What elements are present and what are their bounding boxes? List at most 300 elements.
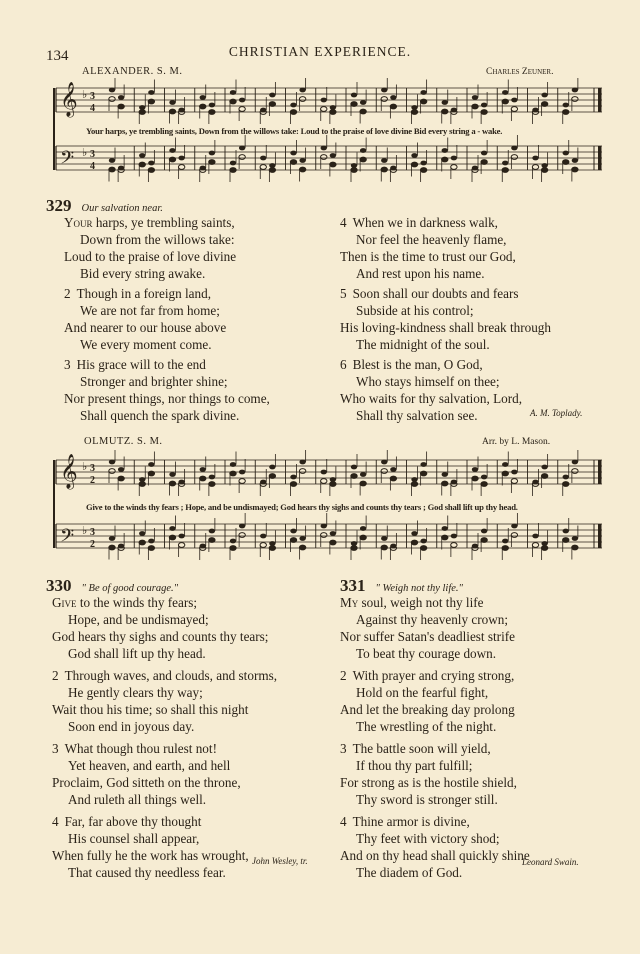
- note-head: [420, 168, 426, 173]
- note-head: [230, 99, 236, 104]
- note-head: [381, 88, 387, 93]
- note-head: [169, 526, 175, 531]
- note-head: [118, 467, 124, 472]
- note-head: [511, 107, 517, 112]
- note-head: [563, 475, 569, 480]
- note-head: [169, 472, 175, 477]
- final-barline: [598, 88, 602, 112]
- time-signature-top: 3: [90, 527, 95, 538]
- verse-line: [340, 667, 530, 684]
- verse-line: [52, 667, 277, 684]
- stanza: [52, 813, 277, 881]
- note-head: [178, 156, 184, 161]
- note-head: [178, 534, 184, 539]
- note-head: [299, 460, 305, 465]
- verse-line: We are not far from home;: [80, 303, 220, 318]
- note-head: [260, 156, 266, 161]
- verse-line: [64, 285, 270, 302]
- note-head: [502, 539, 508, 544]
- flat-sign-icon: ♭: [82, 146, 88, 159]
- verse-line: Bid every string awake.: [80, 266, 206, 281]
- note-head: [321, 533, 327, 538]
- tune-name-1: ALEXANDER. S. M.: [82, 66, 183, 77]
- note-head: [230, 161, 236, 166]
- note-head: [420, 546, 426, 551]
- note-head: [321, 98, 327, 103]
- note-head: [351, 546, 357, 551]
- verse-line: God shall lift up thy head.: [68, 646, 206, 661]
- note-head: [502, 471, 508, 476]
- verse-line: The midnight of the soul.: [356, 337, 490, 352]
- note-head: [502, 462, 508, 467]
- verse-line: Loud to the praise of love divine: [64, 249, 237, 264]
- note-head: [148, 168, 154, 173]
- note-head: [442, 157, 448, 162]
- note-head: [169, 157, 175, 162]
- note-head: [360, 100, 366, 105]
- verse-line: Shall quench the spark divine.: [80, 408, 240, 423]
- note-head: [541, 474, 547, 479]
- stanza-number: 4: [340, 814, 347, 829]
- tune-composer-1: Charles Zeuner.: [486, 67, 554, 77]
- note-head: [351, 102, 357, 107]
- time-signature-bottom: 2: [90, 539, 95, 550]
- note-head: [269, 93, 275, 98]
- time-signature-top: 3: [90, 149, 95, 160]
- note-head: [321, 146, 327, 151]
- verse-line: [340, 356, 551, 373]
- stanza: [340, 214, 551, 282]
- verse-line: Stronger and brighter shine;: [80, 374, 228, 389]
- note-head: [169, 148, 175, 153]
- verse-line: [52, 813, 277, 830]
- note-head: [148, 161, 154, 166]
- stanza: [340, 740, 530, 808]
- note-head: [451, 543, 457, 548]
- stanza: [52, 667, 277, 735]
- verse-line: That caused thy needless fear.: [68, 865, 226, 880]
- note-head: [541, 465, 547, 470]
- verse-text: Through waves, and clouds, and storms,: [64, 668, 278, 683]
- stanza-number: 3: [52, 741, 59, 756]
- note-head: [209, 529, 215, 534]
- note-head: [532, 534, 538, 539]
- stanza: [52, 740, 277, 808]
- verse-line: [340, 594, 530, 611]
- note-head: [572, 97, 578, 102]
- note-head: [260, 165, 266, 170]
- note-head: [451, 165, 457, 170]
- verse-line: To beat thy courage down.: [356, 646, 497, 661]
- note-head: [451, 156, 457, 161]
- note-head: [381, 469, 387, 474]
- verse-line: His loving-kindness shall break through: [340, 320, 551, 335]
- note-head: [442, 526, 448, 531]
- verse-line: And ruleth all things well.: [68, 792, 207, 807]
- note-head: [200, 104, 206, 109]
- verse-text: With prayer and crying strong,: [352, 668, 515, 683]
- note-head: [299, 469, 305, 474]
- note-head: [230, 168, 236, 173]
- verse-line: [340, 285, 551, 302]
- verse-line: [64, 214, 270, 231]
- verse-line: Then is the time to trust our God,: [340, 249, 516, 264]
- note-head: [442, 535, 448, 540]
- note-head: [148, 471, 154, 476]
- treble-clef-icon: 𝄞: [60, 82, 78, 117]
- note-head: [442, 148, 448, 153]
- note-head: [381, 158, 387, 163]
- note-head: [139, 110, 145, 115]
- note-head: [209, 482, 215, 487]
- note-head: [290, 160, 296, 165]
- verse-line: Proclaim, God sitteth on the throne,: [52, 775, 241, 790]
- note-head: [148, 546, 154, 551]
- note-head: [178, 543, 184, 548]
- hymn-330-author: John Wesley, tr.: [252, 856, 308, 866]
- note-head: [139, 162, 145, 167]
- note-head: [511, 146, 517, 151]
- note-head: [230, 546, 236, 551]
- note-head: [239, 98, 245, 103]
- note-head: [230, 462, 236, 467]
- note-head: [330, 531, 336, 536]
- time-signature-top: 3: [90, 91, 95, 102]
- hymn-331-heading: [340, 576, 463, 596]
- verse-text: The battle soon will yield,: [352, 741, 491, 756]
- note-head: [299, 158, 305, 163]
- note-head: [481, 482, 487, 487]
- note-head: [572, 460, 578, 465]
- note-head: [481, 160, 487, 165]
- note-head: [360, 535, 366, 540]
- note-head: [351, 474, 357, 479]
- note-head: [563, 103, 569, 108]
- note-head: [118, 104, 124, 109]
- note-head: [299, 97, 305, 102]
- note-head: [481, 529, 487, 534]
- verse-line: Nor present things, nor things to come,: [64, 391, 270, 406]
- verse-line: Wait thou his time; so shall this night: [52, 702, 249, 717]
- time-signature-bottom: 4: [90, 161, 95, 172]
- note-head: [472, 104, 478, 109]
- treble-clef-icon: 𝄞: [60, 454, 78, 489]
- note-head: [269, 168, 275, 173]
- note-head: [169, 481, 175, 486]
- note-head: [563, 151, 569, 156]
- note-head: [139, 540, 145, 545]
- note-head: [290, 103, 296, 108]
- verse-line: Thy sword is stronger still.: [356, 792, 498, 807]
- verse-line: And nearer to our house above: [64, 320, 227, 335]
- note-head: [360, 526, 366, 531]
- verse-line: [52, 594, 277, 611]
- stanza-number: 4: [340, 215, 347, 230]
- note-head: [381, 536, 387, 541]
- note-head: [139, 482, 145, 487]
- verse-text: Soon shall our doubts and fears: [352, 286, 519, 301]
- note-head: [420, 462, 426, 467]
- note-head: [442, 472, 448, 477]
- note-head: [200, 95, 206, 100]
- note-head: [411, 162, 417, 167]
- note-head: [472, 476, 478, 481]
- verse-text: Far, far above thy thought: [64, 814, 202, 829]
- verse-line: [52, 740, 277, 757]
- time-signature-top: 3: [90, 463, 95, 474]
- verse-line: [340, 813, 530, 830]
- note-head: [420, 471, 426, 476]
- verse-line: [340, 740, 530, 757]
- verse-line: [340, 214, 551, 231]
- note-head: [169, 100, 175, 105]
- page-number: 134: [46, 48, 69, 64]
- stanza: [340, 813, 530, 881]
- flat-sign-icon: ♭: [82, 460, 88, 473]
- note-head: [563, 538, 569, 543]
- note-head: [200, 467, 206, 472]
- note-head: [481, 475, 487, 480]
- note-head: [299, 88, 305, 93]
- note-head: [239, 146, 245, 151]
- note-head: [420, 99, 426, 104]
- note-head: [269, 102, 275, 107]
- final-barline: [598, 524, 602, 548]
- verse-line: Who waits for thy salvation, Lord,: [340, 391, 523, 406]
- note-head: [511, 98, 517, 103]
- note-head: [360, 472, 366, 477]
- verse-line: His counsel shall appear,: [68, 831, 200, 846]
- note-head: [139, 531, 145, 536]
- note-head: [563, 529, 569, 534]
- note-head: [230, 471, 236, 476]
- note-head: [148, 90, 154, 95]
- verse-text: Thine armor is divine,: [352, 814, 470, 829]
- note-head: [381, 460, 387, 465]
- final-barline: [598, 146, 602, 170]
- stanza-number: 4: [52, 814, 59, 829]
- time-signature-bottom: 2: [90, 475, 95, 486]
- note-head: [351, 168, 357, 173]
- hymn-331-author: Leonard Swain.: [522, 857, 579, 867]
- verse-line: He gently clears thy way;: [68, 685, 203, 700]
- stanza-number: 6: [340, 357, 347, 372]
- note-head: [532, 543, 538, 548]
- note-head: [299, 536, 305, 541]
- note-head: [572, 88, 578, 93]
- note-head: [209, 110, 215, 115]
- note-head: [230, 539, 236, 544]
- verse-line: The wrestling of the night.: [356, 719, 497, 734]
- note-head: [321, 470, 327, 475]
- hymn-subtitle: Our salvation near.: [81, 203, 163, 214]
- note-head: [239, 470, 245, 475]
- note-head: [169, 109, 175, 114]
- verse-line: Against thy heavenly crown;: [356, 612, 508, 627]
- note-head: [541, 168, 547, 173]
- note-head: [321, 155, 327, 160]
- note-head: [481, 151, 487, 156]
- note-head: [502, 546, 508, 551]
- note-head: [169, 535, 175, 540]
- running-title: CHRISTIAN EXPERIENCE.: [228, 44, 412, 59]
- note-head: [109, 167, 115, 172]
- note-head: [290, 151, 296, 156]
- hymn-number: 329: [46, 196, 72, 215]
- note-head: [502, 99, 508, 104]
- note-head: [541, 546, 547, 551]
- stanza: [64, 285, 270, 353]
- note-head: [502, 90, 508, 95]
- verse-line: Shall thy salvation see.: [356, 408, 478, 423]
- note-head: [411, 110, 417, 115]
- verse-line: And on thy head shall quickly shine: [340, 848, 530, 863]
- final-barline: [598, 460, 602, 484]
- note-head: [532, 156, 538, 161]
- note-head: [390, 95, 396, 100]
- note-head: [502, 168, 508, 173]
- note-head: [321, 479, 327, 484]
- note-head: [481, 103, 487, 108]
- note-head: [118, 476, 124, 481]
- verse-line: [64, 356, 270, 373]
- note-head: [209, 151, 215, 156]
- note-head: [321, 107, 327, 112]
- verse-text: Blest is the man, O God,: [352, 357, 483, 372]
- note-head: [572, 545, 578, 550]
- note-head: [411, 531, 417, 536]
- flat-sign-icon: ♭: [82, 524, 88, 537]
- note-head: [330, 162, 336, 167]
- verse-text: His grace will to the end: [76, 357, 206, 372]
- verse-text: Though in a foreign land,: [76, 286, 211, 301]
- note-head: [572, 167, 578, 172]
- underlay-lyric-2: Give to the winds thy fears ; Hope, and be undismayed; God hears thy sighs and counts thy tears ; God shall lift up thy head.: [86, 502, 518, 512]
- verse-text: My soul, weigh not thy life: [340, 595, 484, 610]
- verse-line: Who stays himself on thee;: [356, 374, 500, 389]
- verse-line: Yet heaven, and earth, and hell: [68, 758, 231, 773]
- note-head: [290, 529, 296, 534]
- note-head: [360, 157, 366, 162]
- note-head: [200, 476, 206, 481]
- note-head: [351, 465, 357, 470]
- note-head: [330, 110, 336, 115]
- verse-line: Nor feel the heavenly flame,: [356, 232, 507, 247]
- note-head: [563, 110, 569, 115]
- note-head: [572, 158, 578, 163]
- hymn-number: 330: [46, 576, 72, 595]
- hymn-subtitle: " Be of good courage.": [81, 583, 179, 594]
- bass-clef-icon: 𝄢: [60, 526, 75, 551]
- stanza-number: 3: [64, 357, 71, 372]
- stanza-number: 5: [340, 286, 347, 301]
- hymn-number: 331: [340, 576, 366, 595]
- hymn-329-heading: [46, 196, 163, 216]
- note-head: [209, 103, 215, 108]
- stanza: [340, 356, 551, 424]
- verse-line: Nor suffer Satan's deadliest strife: [340, 629, 515, 644]
- note-head: [511, 155, 517, 160]
- note-head: [472, 95, 478, 100]
- note-head: [442, 481, 448, 486]
- verse-line: And let the breaking day prolong: [340, 702, 515, 717]
- verse-text: When we in darkness walk,: [352, 215, 498, 230]
- verse-line: If thou thy part fulfill;: [356, 758, 473, 773]
- note-head: [109, 88, 115, 93]
- stanza-number: 2: [64, 286, 71, 301]
- note-head: [541, 93, 547, 98]
- note-head: [269, 465, 275, 470]
- verse-line: We every moment come.: [80, 337, 212, 352]
- note-head: [290, 110, 296, 115]
- note-head: [109, 460, 115, 465]
- note-head: [360, 109, 366, 114]
- hymn-329-column-1: [64, 214, 270, 424]
- verse-line: Hold on the fearful fight,: [356, 685, 489, 700]
- time-signature-bottom: 4: [90, 103, 95, 114]
- stanza-number: 2: [340, 668, 347, 683]
- note-head: [109, 536, 115, 541]
- note-head: [109, 469, 115, 474]
- stanza-number: 3: [340, 741, 347, 756]
- note-head: [290, 475, 296, 480]
- stanza: [64, 356, 270, 424]
- verse-text: Your harps, ye trembling saints,: [64, 215, 235, 230]
- note-head: [381, 97, 387, 102]
- note-head: [260, 534, 266, 539]
- flat-sign-icon: ♭: [82, 88, 88, 101]
- note-head: [239, 155, 245, 160]
- stanza-number: 2: [52, 668, 59, 683]
- note-head: [299, 167, 305, 172]
- hymn-subtitle: " Weigh not thy life.": [375, 583, 463, 594]
- note-head: [390, 104, 396, 109]
- tune-name-2: OLMUTZ. S. M.: [84, 436, 163, 447]
- note-head: [239, 107, 245, 112]
- hymn-329-author: A. M. Toplady.: [530, 408, 583, 418]
- note-head: [411, 540, 417, 545]
- note-head: [109, 158, 115, 163]
- underlay-lyric-1: Your harps, ye trembling saints, Down from the willows take: Loud to the praise of love divine Bid every string a - wake.: [86, 126, 503, 136]
- note-head: [290, 538, 296, 543]
- note-head: [390, 467, 396, 472]
- note-head: [330, 482, 336, 487]
- stanza: [52, 594, 277, 662]
- note-head: [178, 165, 184, 170]
- note-head: [139, 153, 145, 158]
- note-head: [360, 148, 366, 153]
- verse-line: Soon end in joyous day.: [68, 719, 195, 734]
- verse-line: When fully he the work has wrought,: [52, 848, 249, 863]
- note-head: [299, 545, 305, 550]
- note-head: [148, 462, 154, 467]
- note-head: [118, 95, 124, 100]
- verse-line: God hears thy sighs and counts thy tears;: [52, 629, 269, 644]
- note-head: [148, 539, 154, 544]
- note-head: [411, 153, 417, 158]
- note-head: [360, 481, 366, 486]
- stanza: [340, 667, 530, 735]
- note-head: [148, 99, 154, 104]
- verse-line: The diadem of God.: [356, 865, 463, 880]
- note-head: [541, 102, 547, 107]
- hymn-330-stanzas: [52, 594, 277, 881]
- verse-line: Thy feet with victory shod;: [356, 831, 500, 846]
- stanza: [64, 214, 270, 282]
- note-head: [442, 100, 448, 105]
- note-head: [109, 545, 115, 550]
- note-head: [390, 476, 396, 481]
